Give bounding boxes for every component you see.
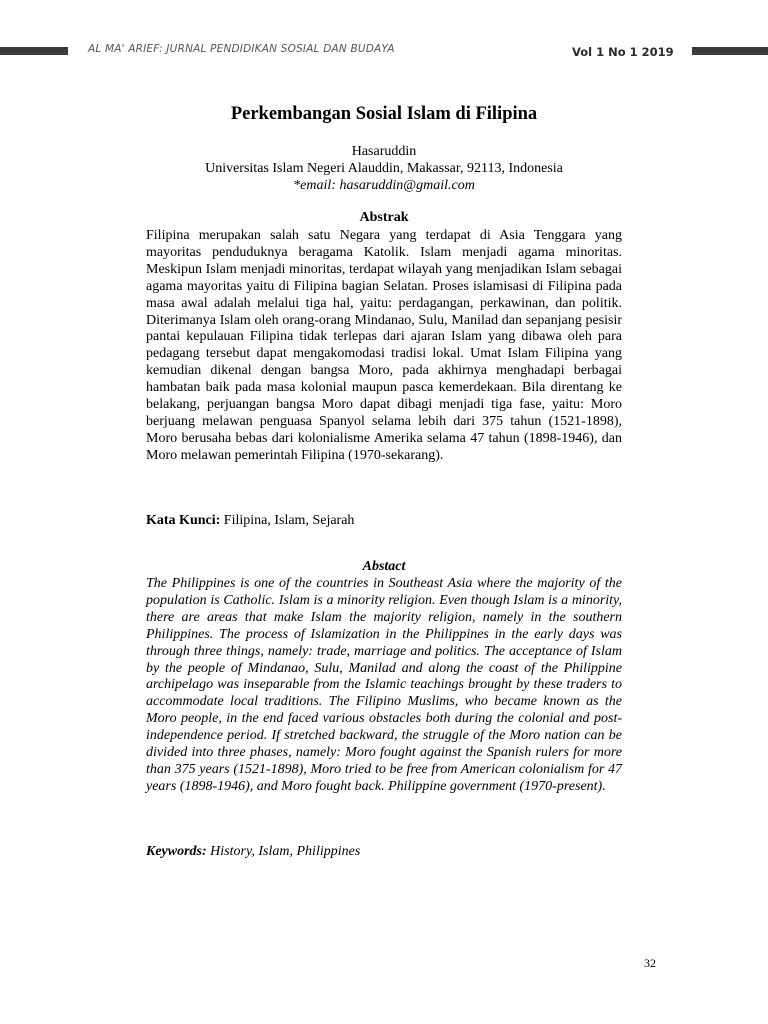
journal-name: AL MA' ARIEF: JURNAL PENDIDIKAN SOSIAL DAN BUDAYA (88, 43, 395, 55)
keywords-values-id: Filipina, Islam, Sejarah (220, 513, 355, 528)
author-email: *email: hasaruddin@gmail.com (293, 178, 475, 193)
author-affiliation: Universitas Islam Negeri Alauddin, Makassar, 92113, Indonesia (205, 161, 563, 176)
abstract-heading-en: Abstact (362, 559, 406, 574)
abstract-body-id: Filipina merupakan salah satu Negara yang terdapat di Asia Tenggara yang mayoritas penduduknya beragama Katolik. Islam menjadi agama minoritas. Meskipun Islam menjadi minoritas, terdapat wilayah yang menjadikan Islam sebagai agama mayoritas yaitu di Filipina bagian Selatan. Proses islamisasi di Filipina pada masa awal adalah melalui tiga hal, yaitu: perdagangan, perkawinan, dan politik. Diterimanya Islam oleh orang-orang Mindanao, Sulu, Manilad dan sepanjang pesisir pantai kepulauan Filipina tidak terlepas dari ajaran Islam yang dibawa oleh para pedagang tersebut dapat mengakomodasi tradisi lokal. Umat Islam Filipina yang kemudian dikenal dengan bangsa Moro, pada akhirnya menghadapi berbagai hambatan baik pada masa kolonial maupun pasca kemerdekaan. Bila direntang ke belakang, perjuangan bangsa Moro dapat dibagi menjadi tiga fase, yaitu: Moro berjuang melawan penguasa Spanyol selama lebih dari 375 tahun (1521-1898), Moro berusaha bebas dari kolonialisme Amerika selama 47 tahun (1898-1946), dan Moro melawan pemerintah Filipina (1970-sekarang). (146, 228, 622, 463)
header-rule-left (0, 47, 68, 55)
page-number: 32 (644, 956, 656, 970)
keywords-values-en: History, Islam, Philippines (206, 844, 361, 859)
article-title: Perkembangan Sosial Islam di Filipina (230, 104, 538, 124)
keywords-en (146, 844, 360, 860)
header-rule-right (692, 47, 768, 55)
abstract-body-en: The Philippines is one of the countries in Southeast Asia where the majority of the population is Catholic. Islam is a minority religion. Even though Islam is a minority, there are areas that make Islam the majority religion, namely in the southern Philippines. The process of Islamization in the Philippines in the early days was through three things, namely: trade, marriage and politics. The acceptance of Islam by the people of Mindanao, Sulu, Manilad and along the coast of the Philippine archipelago was inseparable from the Islamic teachings brought by these traders to accommodate local traditions. The Filipino Muslims, who became known as the Moro people, in the end faced various obstacles both during the colonial and post-independence period. If stretched backward, the struggle of the Moro nation can be divided into three phases, namely: Moro fought against the Spanish rulers for more than 375 years (1521-1898), Moro tried to be free from American colonialism for 47 years (1898-1946), and Moro fought back. Philippine government (1970-present). (146, 576, 622, 794)
keywords-label-en: Keywords: (146, 844, 207, 859)
issue-label: Vol 1 No 1 2019 (572, 45, 674, 59)
abstract-heading-id: Abstrak (359, 210, 409, 225)
author-name: Hasaruddin (351, 144, 417, 159)
keywords-label-id: Kata Kunci: (146, 513, 221, 528)
keywords-id (146, 513, 354, 529)
